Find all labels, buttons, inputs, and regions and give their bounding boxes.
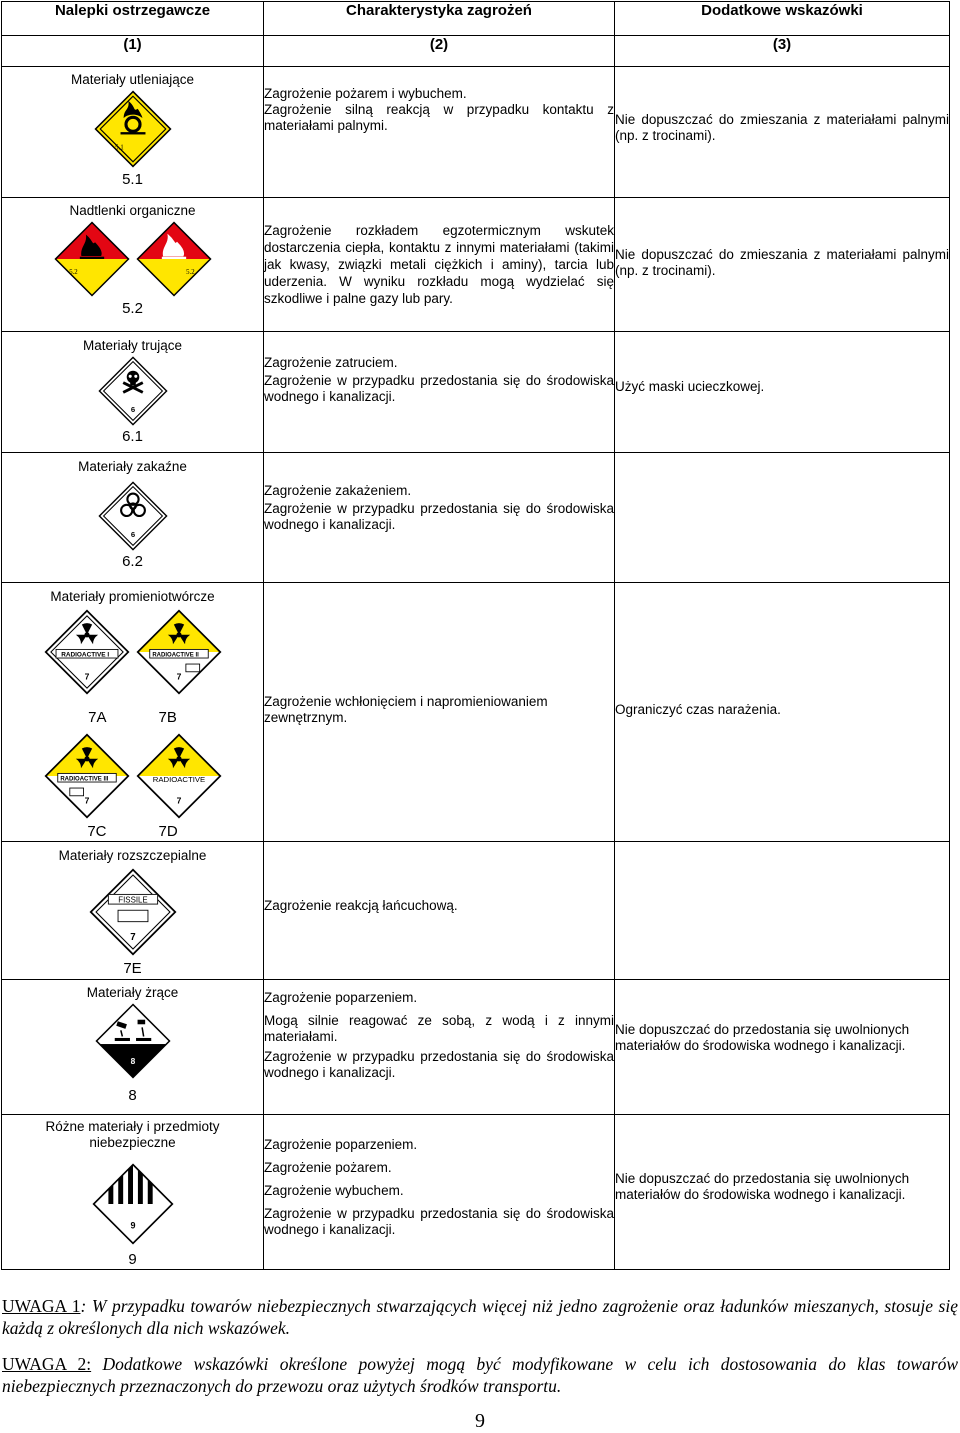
header-col3: Dodatkowe wskazówki: [615, 2, 950, 36]
advice-text: Użyć maski ucieczkowej.: [615, 379, 765, 394]
class-code: 6.1: [122, 428, 143, 445]
hazard-cell: [264, 67, 615, 198]
class-code: 7E: [123, 960, 142, 977]
sign-class-label: 6: [130, 530, 135, 539]
sign-class-label: 6: [130, 405, 135, 414]
hazard-line: Mogą silnie reagować ze sobą, z wodą i z innymi materiałami.: [264, 1013, 614, 1044]
num-col2: (2): [264, 36, 615, 67]
label-cell: [2, 980, 264, 1115]
hazard-sign-7d: [136, 733, 222, 819]
note-sep: :: [80, 1296, 87, 1316]
advice-text: Ograniczyć czas narażenia.: [615, 702, 781, 717]
advice-cell: [615, 453, 950, 583]
label-cell: [2, 332, 264, 453]
advice-cell: [615, 980, 950, 1115]
table-row: [2, 980, 950, 1115]
category-name: Materiały utleniające: [70, 72, 195, 87]
sign-class-label: 5.2: [185, 269, 195, 277]
hazard-table: [1, 1, 950, 1270]
sign-class-label: 5.2: [68, 269, 78, 277]
header-col1: Nalepki ostrzegawcze: [2, 2, 264, 36]
hazard-sign-5-2-a: [54, 221, 130, 297]
sign-class-label: 5.1: [114, 143, 124, 152]
hazard-line: Zagrożenie pożarem i wybuchem.: [264, 86, 467, 101]
class-code: 6.2: [122, 553, 143, 570]
label-cell: [2, 67, 264, 198]
advice-cell: [615, 67, 950, 198]
hazard-sign-7c: [44, 733, 130, 819]
hazard-line: Zagrożenie wybuchem.: [264, 1183, 404, 1198]
table-row: [2, 453, 950, 583]
category-name: Materiały rozszczepialne: [58, 848, 207, 863]
hazard-sign-5-2-b: [136, 221, 212, 297]
advice-cell: [615, 332, 950, 453]
class-code: 7A: [88, 709, 107, 726]
hazard-cell: [264, 842, 615, 980]
hazard-line: Zagrożenie zatruciem.: [264, 355, 398, 370]
table-row: [2, 1115, 950, 1270]
category-name: Materiały trujące: [82, 338, 183, 353]
hazard-line: Zagrożenie poparzeniem.: [264, 1137, 418, 1152]
notes: [2, 1295, 958, 1411]
hazard-line: Zagrożenie reakcją łańcuchową.: [264, 898, 458, 913]
advice-cell: [615, 1115, 950, 1270]
class-code: 7D: [158, 823, 178, 840]
table-row: [2, 842, 950, 980]
table-row: [2, 67, 950, 198]
category-name: Różne materiały i przedmioty niebezpieczne: [45, 1119, 220, 1150]
table-row: [2, 198, 950, 332]
hazard-cell: [264, 198, 615, 332]
sign-text: RADIOACTIVE: [152, 775, 205, 785]
hazard-line: Zagrożenie silną reakcją w przypadku kontaktu z materiałami palnymi.: [264, 102, 614, 133]
advice-text: Nie dopuszczać do przedostania się uwolnionych materiałów do środowiska wodnego i kanalizacji.: [615, 1022, 910, 1053]
sign-class-label: 7: [129, 932, 136, 944]
hazard-sign-9: [92, 1163, 174, 1245]
class-code: 8: [128, 1087, 137, 1104]
hazard-sign-7b: [136, 609, 222, 695]
class-code: 5.1: [122, 171, 143, 188]
hazard-line: Zagrożenie pożarem.: [264, 1160, 392, 1175]
hazard-line: Zagrożenie rozkładem egzotermicznym wskutek dostarczenia ciepła, kontaktu z innymi materiałami (takimi jak kwasy, związki metali ciężkich i aminy), tarcia lub uderzenia. W wyniku rozkładu mogą wydzielać się szkodliwe i palne gazy lub pary.: [264, 223, 614, 306]
hazard-line: Zagrożenie poparzeniem.: [264, 990, 418, 1005]
sign-class-label: 7: [176, 671, 181, 682]
hazard-line: Zagrożenie w przypadku przedostania się do środowiska wodnego i kanalizacji.: [264, 1049, 614, 1080]
sign-text: RADIOACTIVE II: [151, 652, 199, 659]
hazard-sign-6-2: [98, 481, 168, 551]
hazard-line: Zagrożenie w przypadku przedostania się do środowiska wodnego i kanalizacji.: [264, 1206, 614, 1237]
header-col2: Charakterystyka zagrożeń: [264, 2, 615, 36]
hazard-cell: [264, 583, 615, 842]
hazard-line: Zagrożenie wchłonięciem i napromieniowaniem zewnętrznym.: [264, 694, 548, 725]
advice-cell: [615, 583, 950, 842]
category-name: Materiały żrące: [86, 985, 179, 1000]
hazard-sign-5-1: [94, 90, 172, 168]
number-row: [2, 36, 950, 67]
advice-cell: [615, 198, 950, 332]
class-code: 9: [128, 1251, 137, 1268]
hazard-cell: [264, 453, 615, 583]
category-name: Nadtlenki organiczne: [69, 203, 196, 218]
class-code: 5.2: [122, 300, 143, 317]
table-row: [2, 583, 950, 842]
sign-class-label: 7: [176, 795, 181, 806]
class-code: 7C: [87, 823, 107, 840]
note-2: [2, 1353, 958, 1397]
hazard-sign-7e: [89, 868, 177, 956]
hazard-cell: [264, 332, 615, 453]
note-text: Dodatkowe wskazówki określone powyżej mogą być modyfikowane w celu ich dostosowania do klas towarów niebezpiecznych przeznaczonych do przewozu oraz użytych środków transportu.: [2, 1354, 958, 1396]
page-number: 9: [475, 1410, 485, 1432]
hazard-cell: [264, 1115, 615, 1270]
label-cell: [2, 198, 264, 332]
sign-text: RADIOACTIVE III: [59, 776, 108, 783]
label-cell: [2, 583, 264, 842]
sign-text: FISSILE: [117, 895, 148, 905]
sign-class-label: 7: [84, 671, 89, 682]
hazard-sign-6-1: [98, 356, 168, 426]
label-cell: [2, 1115, 264, 1270]
note-1: [2, 1295, 958, 1339]
advice-text: Nie dopuszczać do przedostania się uwolnionych materiałów do środowiska wodnego i kanalizacji.: [615, 1171, 910, 1202]
category-name: Materiały promieniotwórcze: [50, 589, 215, 604]
advice-text: Nie dopuszczać do zmieszania z materiałami palnymi (np. z trocinami).: [615, 247, 949, 278]
hazard-sign-7a: [44, 609, 130, 695]
hazard-line: Zagrożenie w przypadku przedostania się do środowiska wodnego i kanalizacji.: [264, 373, 614, 404]
hazard-sign-8: [95, 1003, 171, 1079]
sign-text: RADIOACTIVE I: [60, 651, 109, 659]
advice-cell: [615, 842, 950, 980]
num-col3: (3): [615, 36, 950, 67]
header-row: [2, 2, 950, 36]
category-name: Materiały zakaźne: [78, 459, 187, 474]
sign-class-label: 7: [84, 795, 89, 806]
note-label: UWAGA 2:: [2, 1354, 92, 1374]
label-cell: [2, 842, 264, 980]
advice-text: Nie dopuszczać do zmieszania z materiałami palnymi (np. z trocinami).: [615, 112, 949, 143]
note-text: W przypadku towarów niebezpiecznych stwarzających więcej niż jedno zagrożenie oraz ładunków mieszanych, stosuje się każdą z określonych dla nich wskazówek.: [2, 1296, 958, 1338]
sign-class-label: 8: [130, 1055, 135, 1066]
hazard-line: Zagrożenie w przypadku przedostania się do środowiska wodnego i kanalizacji.: [264, 501, 614, 532]
note-label: UWAGA 1: [2, 1296, 81, 1316]
class-code: 7B: [158, 709, 177, 726]
label-cell: [2, 453, 264, 583]
sign-class-label: 9: [129, 1220, 136, 1231]
hazard-line: Zagrożenie zakażeniem.: [264, 483, 412, 498]
num-col1: (1): [2, 36, 264, 67]
hazard-cell: [264, 980, 615, 1115]
table-row: [2, 332, 950, 453]
